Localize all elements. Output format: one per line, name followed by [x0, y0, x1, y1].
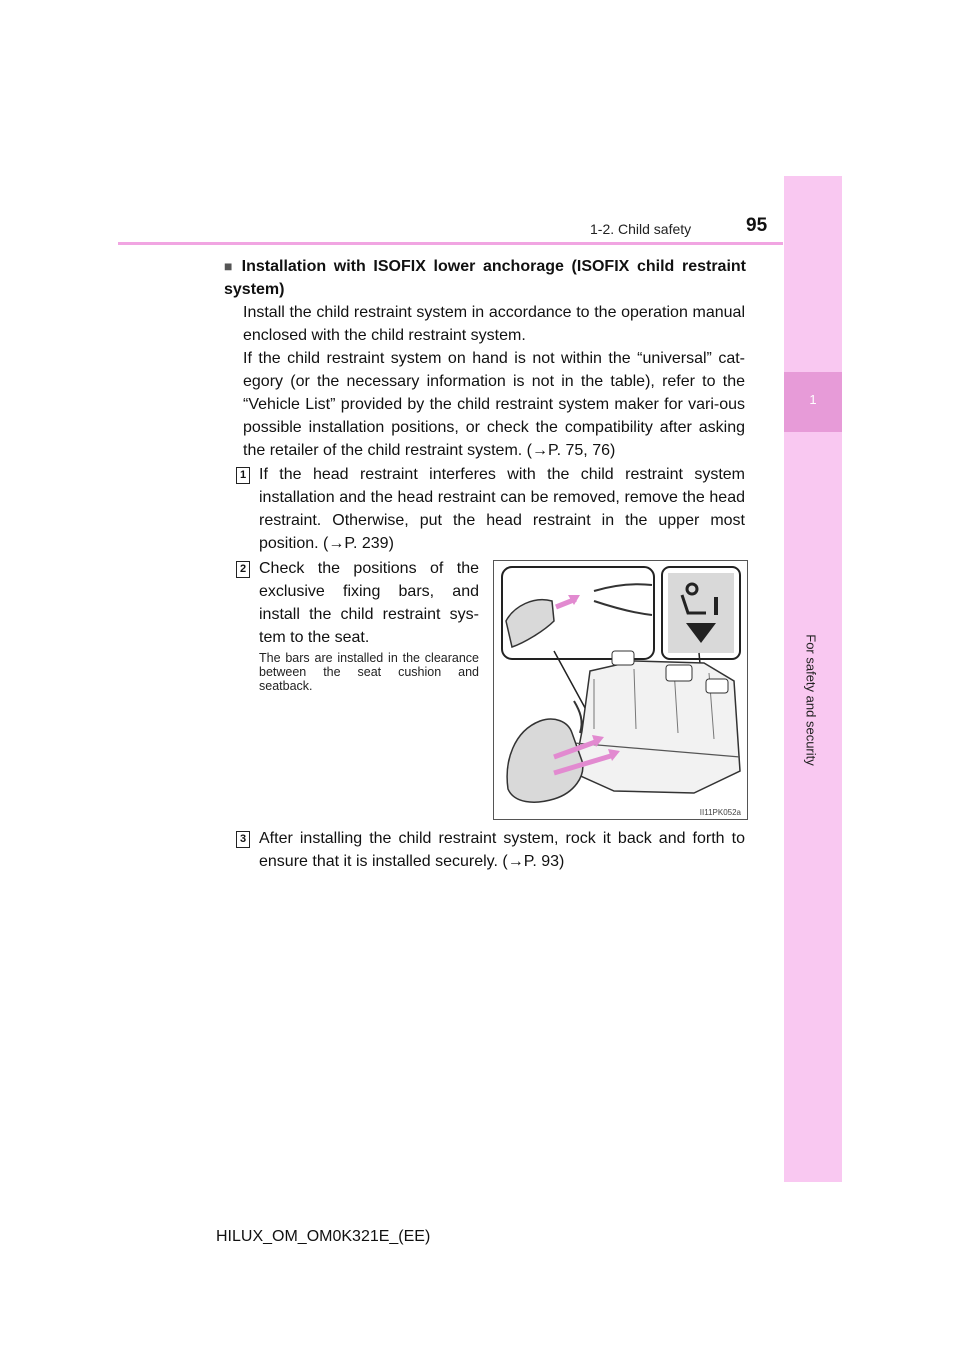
header-rule	[118, 242, 783, 245]
figure-code: II11PK052a	[699, 808, 741, 817]
section-title: 1-2. Child safety	[590, 221, 692, 237]
child-seat	[507, 719, 583, 802]
isofix-illustration	[493, 560, 748, 820]
rear-seat-isofix-drawing	[494, 561, 747, 819]
step-number-2: 2	[236, 561, 250, 578]
chapter-number: 1	[809, 392, 817, 407]
step-2-text: Check the positions of the exclusive fixing bars, and install the child restraint sys-tem to the seat.	[259, 560, 479, 646]
heading-text: Installation with ISOFIX lower anchorage (ISOFIX child restraint system)	[224, 258, 746, 298]
page-number: 95	[746, 215, 768, 236]
step-number-3: 3	[236, 831, 250, 848]
head-restraint-left	[612, 651, 634, 665]
step-2-note: The bars are installed in the clearance between the seat cushion and seatback.	[259, 651, 479, 693]
square-bullet-icon: ■	[224, 258, 236, 274]
paragraph-1: Install the child restraint system in accordance to the operation manual enclosed with the child restraint system.	[243, 304, 745, 344]
chapter-label: For safety and security	[803, 634, 819, 766]
heading	[224, 255, 746, 301]
child-seat-symbol-bar	[714, 597, 718, 615]
paragraph-2: If the child restraint system on hand is not within the “universal” cat-egory (or the necessary information is not in the table), refer to the “Vehicle List” provided by the child restraint system maker for vari-ous possible installation positions, or check the compatibility after asking the retailer of the child restraint system. (→P. 75, 76)	[243, 350, 745, 459]
child-seat-belt	[574, 701, 582, 733]
step-3-text: After installing the child restraint system, rock it back and forth to ensure that it is installed securely. (→P. 93)	[259, 830, 745, 870]
head-restraint-right	[706, 679, 728, 693]
head-restraint-center	[666, 665, 692, 681]
step-number-1: 1	[236, 467, 250, 484]
step-1-text: If the head restraint interferes with the child restraint system installation and the head restraint can be removed, remove the head restraint. Otherwise, put the head restraint in the upper most position. (→P. 239)	[259, 466, 745, 552]
document-id: HILUX_OM_OM0K321E_(EE)	[216, 1228, 431, 1245]
